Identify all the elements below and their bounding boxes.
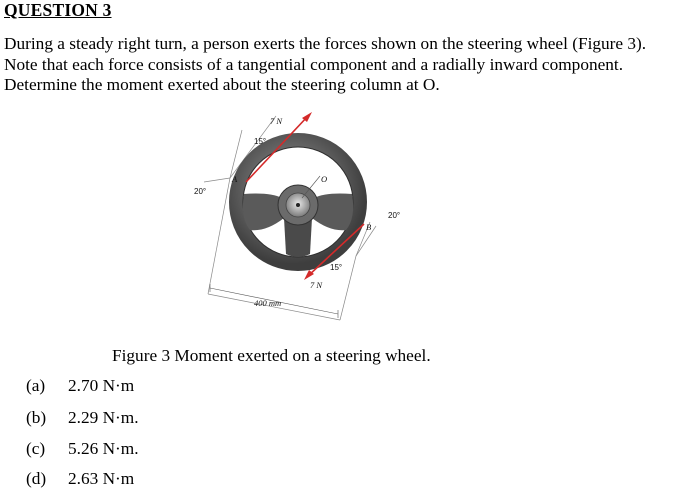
figure-caption: Figure 3 Moment exerted on a steering wheel. (112, 346, 431, 365)
question-line-3: Determine the moment exerted about the steering column at O. (4, 75, 440, 94)
steering-wheel-figure (180, 110, 420, 330)
angle-right-label: 20° (388, 211, 401, 220)
steering-wheel-diagram (180, 110, 420, 330)
option-b[interactable] (26, 408, 139, 428)
question-text (4, 34, 688, 96)
option-d-label: (d) (26, 469, 47, 488)
option-c-value: 5.26 N·m. (68, 439, 139, 458)
question-line-2: Note that each force consists of a tangential component and a radially inward component. (4, 54, 624, 74)
option-b-label: (b) (26, 408, 47, 427)
question-heading: QUESTION 3 (4, 0, 112, 20)
angle-bottom-label: 15° (330, 263, 343, 272)
question-line-1: During a steady right turn, a person exerts the forces shown on the steering wheel (Figure 3). (4, 34, 647, 53)
option-c-label: (c) (26, 439, 46, 458)
option-a-value: 2.70 N·m (68, 376, 135, 395)
option-a[interactable] (26, 376, 134, 396)
force-bottom-label: 7 N (310, 280, 323, 290)
point-a-label: A (232, 174, 238, 184)
dimension-label: 400 mm (254, 298, 282, 308)
point-b-label: B (366, 222, 372, 232)
option-d[interactable] (26, 469, 134, 489)
angle-top-label: 15° (254, 137, 267, 146)
force-top-label: 7 N (270, 116, 283, 126)
option-d-value: 2.63 N·m (68, 469, 135, 488)
option-b-value: 2.29 N·m. (68, 408, 139, 427)
option-a-label: (a) (26, 376, 46, 395)
point-o-label: O (321, 174, 328, 184)
option-c[interactable] (26, 439, 139, 459)
angle-left-label: 20° (194, 187, 207, 196)
